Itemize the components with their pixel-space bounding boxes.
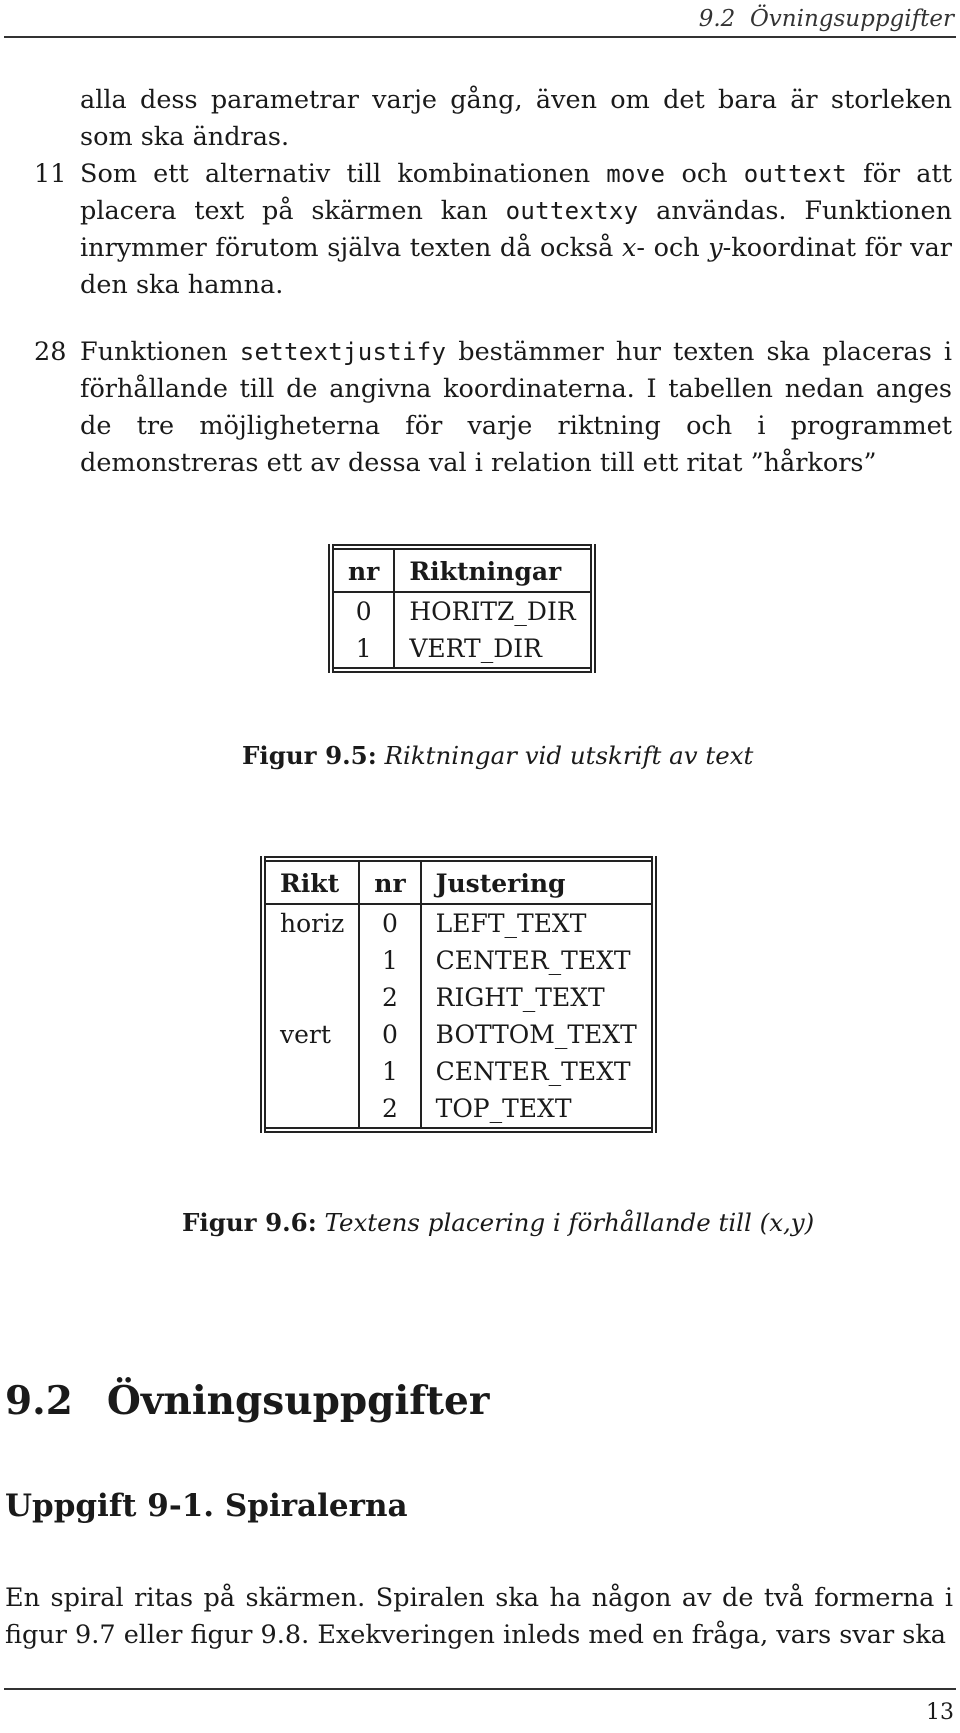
figure-caption-9-6 [182,1208,814,1237]
paragraph-settextjustify [34,334,953,482]
cell-direction: VERT_DIR [394,630,592,670]
table-row [331,592,593,630]
cell-justering: CENTER_TEXT [421,1053,654,1090]
code-outtext: outtext [743,160,847,188]
paragraph-text: för att placera text på skärmen kan [80,159,953,226]
cell-nr: 0 [359,1016,420,1053]
table-directions [328,544,596,673]
cell-justering: RIGHT_TEXT [421,979,654,1016]
cell-rikt: horiz [263,904,359,942]
paragraph-text: Som ett alternativ till kombinationen [80,159,607,189]
header-nr: nr [359,859,420,904]
page-number: 13 [926,1700,954,1725]
paragraph-text: bestämmer hur texten ska placeras i förhållande till de angivna koordinaterna. I tabellen nedan anges de tre möjligheterna för varje riktning och i programmet demonstreras ett av dessa val i relation till ett ritat ”hårkors” [80,337,953,478]
paragraph-text: Funktionen [80,337,240,367]
table-header-row [263,859,654,904]
paragraph-outtextxy [34,156,953,304]
header-riktningar: Riktningar [394,547,592,592]
cell-nr: 2 [359,979,420,1016]
table-justification [260,856,657,1133]
cell-rikt [263,979,359,1016]
paragraph-continuation [80,82,952,156]
cell-nr: 0 [359,904,420,942]
paragraph-text: - och [636,233,709,263]
cell-nr: 1 [359,942,420,979]
caption-label: Figur 9.6: [182,1208,317,1237]
caption-text: Riktningar vid utskrift av text [384,741,754,770]
subsection-heading: Uppgift 9-1. Spiralerna [5,1488,408,1524]
line-number: 28 [34,337,67,367]
table-row [263,1053,654,1090]
cell-rikt [263,1053,359,1090]
paragraph-text: användas. Funktionen inrymmer förutom själva texten då också [80,196,953,263]
table-row [263,904,654,942]
footer-rule [4,1688,956,1690]
paragraph-text: En spiral ritas på skärmen. Spiralen ska ha någon av de två formerna i figur 9.7 eller figur 9.8. Exekveringen inleds med en fråga, vars svar ska [5,1583,953,1650]
cell-nr: 1 [331,630,394,670]
line-number: 11 [34,159,67,189]
table-row [263,942,654,979]
running-head [699,6,954,32]
code-move: move [606,160,666,188]
cell-justering: BOTTOM_TEXT [421,1016,654,1053]
var-x: x [621,233,637,263]
header-rikt: Rikt [263,859,359,904]
header-rule [4,36,956,38]
cell-rikt [263,1090,359,1130]
cell-rikt [263,942,359,979]
caption-text: Textens placering i förhållande till (x,y) [324,1208,815,1237]
paragraph-text: alla dess parametrar varje gång, även om det bara är storleken som ska ändras. [80,85,952,152]
cell-direction: HORITZ_DIR [394,592,592,630]
table-row [263,979,654,1016]
section-title: Övningsuppgifter [106,1378,490,1424]
cell-nr: 2 [359,1090,420,1130]
cell-justering: LEFT_TEXT [421,904,654,942]
table-header-row [331,547,593,592]
table-row [263,1016,654,1053]
code-outtextxy: outtextxy [505,197,639,225]
paragraph-spiral [5,1580,953,1654]
running-head-title: Övningsuppgifter [749,6,954,32]
caption-label: Figur 9.5: [242,741,377,770]
running-head-number: 9.2 [698,6,736,32]
cell-nr: 1 [359,1053,420,1090]
cell-rikt: vert [263,1016,359,1053]
cell-justering: TOP_TEXT [421,1090,654,1130]
cell-justering: CENTER_TEXT [421,942,654,979]
section-heading [5,1378,489,1424]
figure-caption-9-5 [242,741,753,770]
section-number: 9.2 [5,1378,73,1424]
table-row [331,630,593,670]
cell-nr: 0 [331,592,394,630]
var-y: y [708,233,723,263]
paragraph-text: -koordinat för var den ska hamna. [80,233,952,300]
header-justering: Justering [421,859,654,904]
header-nr: nr [331,547,394,592]
code-settextjustify: settextjustify [239,338,447,366]
table-row [263,1090,654,1130]
paragraph-text: och [665,159,744,189]
